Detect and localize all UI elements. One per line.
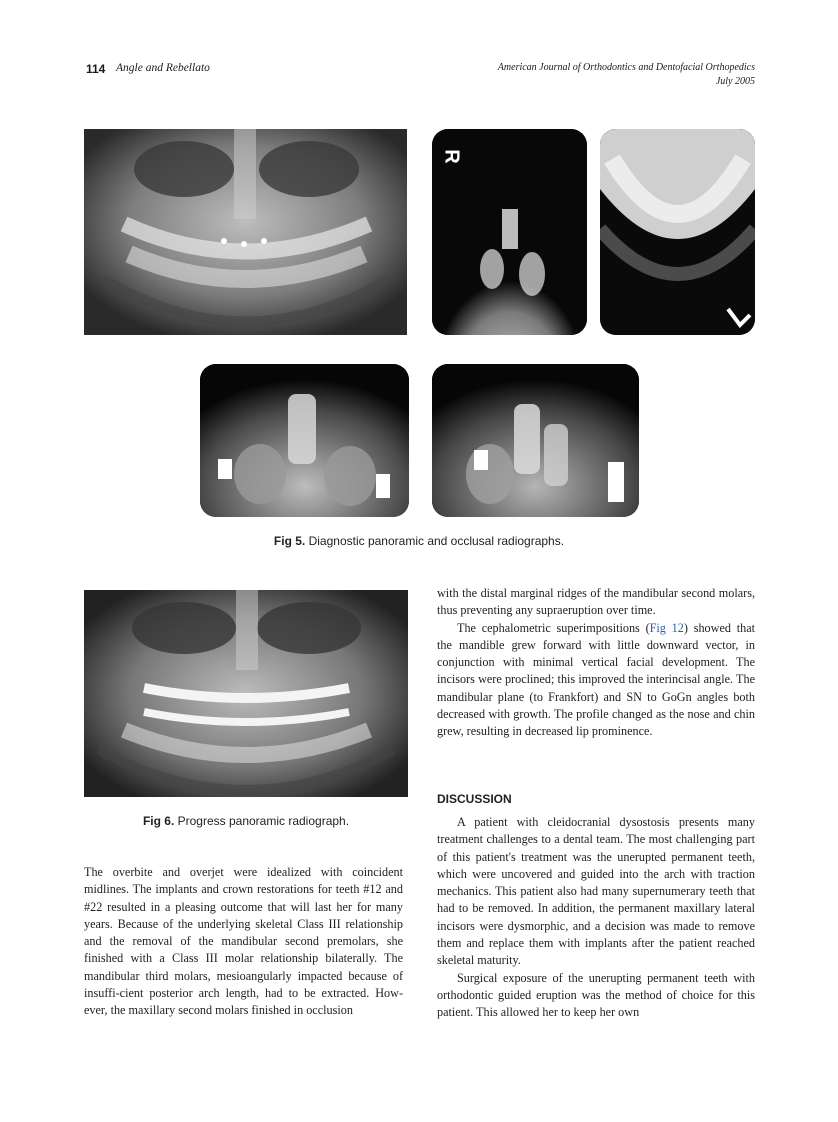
running-header — [86, 62, 755, 94]
journal-title: American Journal of Orthodontics and Dentofacial Orthopedics — [497, 62, 755, 73]
left-column-text — [84, 864, 403, 1020]
fig5-anterior-occlusal-radiograph-left — [200, 364, 409, 517]
fig5-mandibular-occlusal-radiograph — [600, 129, 755, 335]
cephalometric-text-end: ) showed that the mandible grew forward with little downward vector, in conjunction with minimal vertical facial development. The incisors were proclined; this improved the interincisal angle. The mandibular plane (to Frankfort) and SN to GoGn angles both decreased with growth. The profile changed as the nose and chin grew, resulting in decreased lip prominence. — [437, 620, 755, 739]
fig5-maxillary-occlusal-radiograph — [432, 129, 587, 335]
discussion-paragraph: A patient with cleidocranial dysostosis presents many treatment challenges to a dental team. The most challenging part of this patient's treatment was the unerupted permanent teeth, which were uncovered and guided into the arch with traction mechanics. This patient also had many supernumerary teeth that had to be removed. In addition, the permanent maxillary lateral incisors were dysmorphic, and a decision was made to remove them and replace them with implants after the patient reached skeletal maturity. — [437, 815, 755, 968]
fig6-caption-text: Progress panoramic radiograph. — [177, 814, 350, 828]
right-cephalometric-paragraph — [437, 620, 755, 741]
right-column-text-top — [437, 585, 755, 741]
left-paragraph: The overbite and overjet were idealized with coincident midlines. The implants and crown restorations for teeth #12 and #22 resulted in a pleasing outcome that will last her for many years. Because of the underlying skeletal Class III relationship and the removal of the mandibular second premolars, she finished with a Class III molar relationship bilaterally. The mandibular third molars, mesioangularly impacted because of insuffi-cient posterior arch length, had to be extracted. How-ever, the maxillary second molars finished in occlusion — [84, 865, 403, 1018]
orientation-marker-r: R — [440, 149, 463, 164]
fig6-caption — [84, 814, 408, 828]
fig-12-link[interactable]: Fig 12 — [649, 620, 684, 635]
fig6-label: Fig 6. — [142, 814, 175, 828]
surgical-exposure-paragraph: Surgical exposure of the unerupting permanent teeth with orthodontic guided eruption was the method of choice for this patient. This allowed her to keep her own — [437, 970, 755, 1020]
fig6-progress-panoramic-radiograph — [84, 590, 408, 797]
fig5-anterior-occlusal-radiograph-right — [432, 364, 639, 517]
right-continuation-paragraph: with the distal marginal ridges of the mandibular second molars, thus preventing any supraeruption over time. — [437, 586, 755, 618]
running-authors: Angle and Rebellato — [116, 62, 210, 74]
fig5-panoramic-radiograph — [84, 129, 407, 335]
right-column-text-bottom — [437, 814, 755, 1022]
fig5-caption — [0, 534, 838, 548]
page-number: 114 — [86, 62, 106, 76]
issue-date: July 2005 — [715, 76, 755, 87]
discussion-heading: DISCUSSION — [437, 792, 512, 806]
cephalometric-text-start: The cephalometric superimpositions ( — [457, 620, 650, 635]
fig5-label: Fig 5. — [273, 534, 306, 548]
fig5-caption-text: Diagnostic panoramic and occlusal radiographs. — [308, 534, 565, 548]
